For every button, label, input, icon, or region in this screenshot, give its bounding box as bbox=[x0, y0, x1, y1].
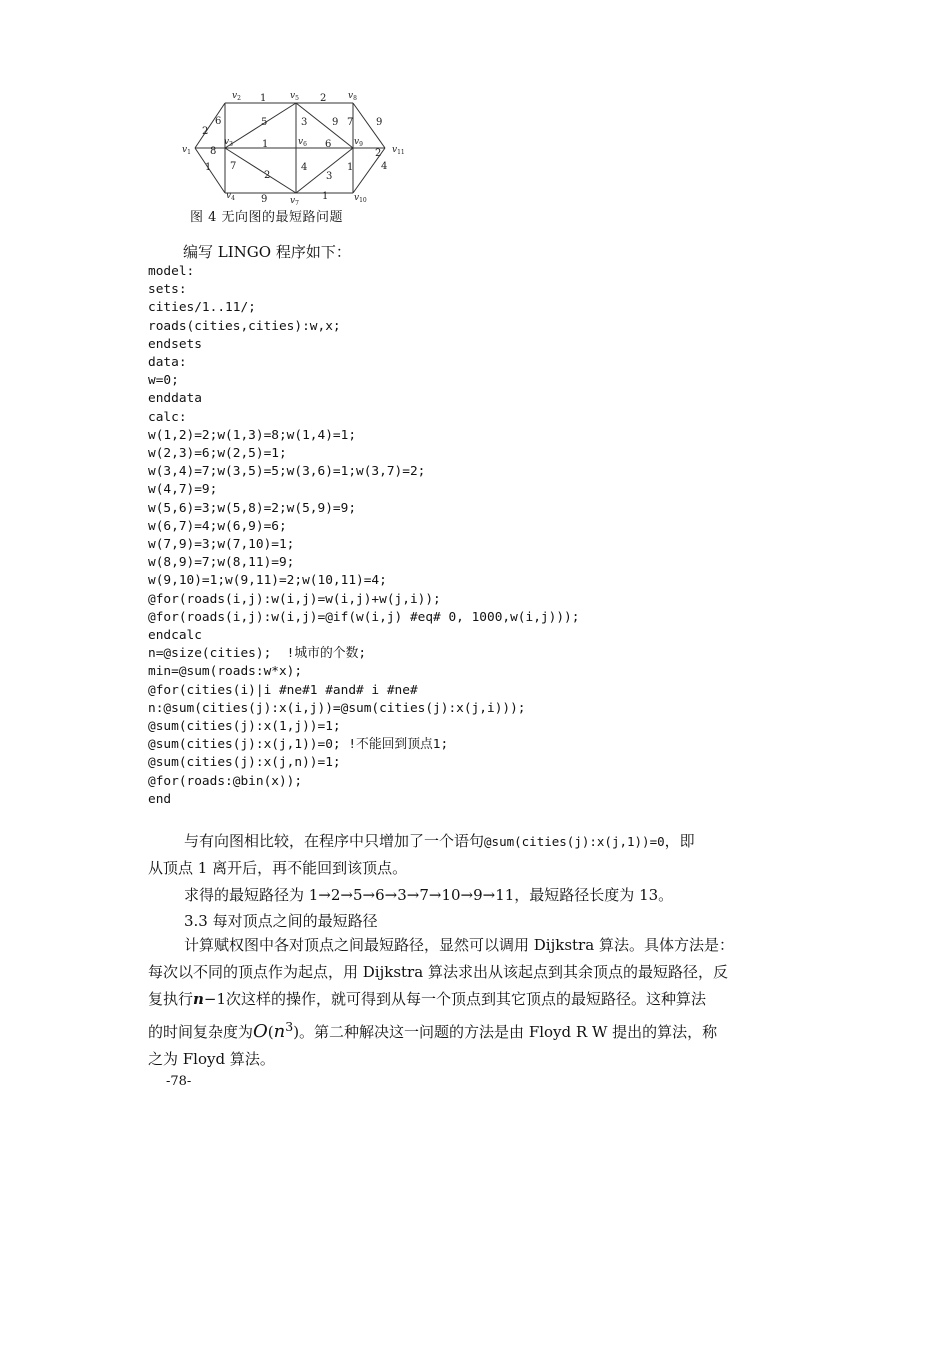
edge-weight-v3-v4: 7 bbox=[230, 161, 237, 172]
edge-weight-v4-v7: 9 bbox=[261, 194, 268, 205]
vertex-label-v9: $v_9$ bbox=[354, 137, 363, 148]
section-heading: 3.3 每对顶点之间的最短路径 bbox=[184, 912, 378, 930]
code-line: @for(roads:@bin(x)); bbox=[148, 773, 303, 789]
edge-weight-v3-v5: 5 bbox=[261, 117, 268, 128]
code-line: w(4,7)=9; bbox=[148, 482, 218, 498]
math-var-n: n bbox=[193, 990, 204, 1008]
code-line: endsets bbox=[148, 336, 202, 352]
edge-weight-v1-v4: 1 bbox=[205, 162, 212, 173]
comparison-line-1 bbox=[148, 828, 780, 855]
edge-weight-v5-v8: 2 bbox=[320, 93, 327, 104]
code-line: w(3,4)=7;w(3,5)=5;w(3,6)=1;w(3,7)=2; bbox=[148, 464, 426, 480]
math-op: −1 bbox=[203, 990, 227, 1008]
code-line: cities/1..11/; bbox=[148, 300, 256, 316]
code-line: n=@size(cities); !城市的个数; bbox=[148, 646, 367, 662]
code-line: n:@sum(cities(j):x(i,j))=@sum(cities(j):x(j,i))); bbox=[148, 700, 526, 716]
inline-code: @sum(cities(j):x(j,1))=0 bbox=[484, 834, 665, 849]
edge-weight-v8-v9: 7 bbox=[347, 117, 354, 128]
vertex-label-v10: $v_{10}$ bbox=[354, 193, 367, 204]
code-line: endcalc bbox=[148, 628, 202, 644]
edge-weight-v5-v6: 3 bbox=[301, 117, 308, 128]
code-line: @sum(cities(j):x(j,n))=1; bbox=[148, 755, 341, 771]
edge-weight-v9-v10: 1 bbox=[347, 162, 354, 173]
code-line: @for(roads(i,j):w(i,j)=w(i,j)+w(j,i)); bbox=[148, 591, 441, 607]
vertex-label-v3: $v_3$ bbox=[224, 137, 233, 148]
code-line: @for(roads(i,j):w(i,j)=@if(w(i,j) #eq# 0, 1000,w(i,j))); bbox=[148, 609, 580, 625]
math-paren: ) bbox=[293, 1023, 300, 1041]
code-line: w(6,7)=4;w(6,9)=6; bbox=[148, 518, 287, 534]
section-line-5: 之为 Floyd 算法。 bbox=[148, 1050, 275, 1068]
code-line: w(5,6)=3;w(5,8)=2;w(5,9)=9; bbox=[148, 500, 357, 516]
math-big-o: O bbox=[253, 1021, 268, 1042]
code-line: end bbox=[148, 791, 172, 807]
code-line: @sum(cities(j):x(j,1))=0; !不能回到顶点1; bbox=[148, 737, 449, 753]
edge-weight-v2-v3: 6 bbox=[215, 116, 222, 127]
result-line: 求得的最短路径为 1→2→5→6→3→7→10→9→11，最短路径长度为 13。 bbox=[184, 886, 674, 904]
vertex-label-v5: $v_5$ bbox=[290, 91, 299, 102]
vertex-label-v8: $v_8$ bbox=[348, 91, 357, 102]
vertex-label-v6: $v_6$ bbox=[298, 137, 307, 148]
math-paren: ( bbox=[267, 1023, 274, 1041]
edge-weight-v6-v7: 4 bbox=[301, 162, 308, 173]
comparison-paragraph bbox=[148, 828, 780, 909]
code-line: w(2,3)=6;w(2,5)=1; bbox=[148, 446, 287, 462]
vertex-label-v11: $v_{11}$ bbox=[392, 145, 405, 156]
code-line: @for(cities(i)|i #ne#1 #and# i #ne# bbox=[148, 682, 418, 698]
section-line-1: 计算赋权图中各对顶点之间最短路径，显然可以调用 Dijkstra 算法。具体方法是： bbox=[184, 936, 734, 954]
code-line: data: bbox=[148, 355, 187, 371]
edge-weight-v3-v7: 2 bbox=[264, 170, 271, 181]
text: 的时间复杂度为 bbox=[148, 1023, 254, 1041]
text: 。第二种解决这一问题的方法是由 Floyd R W 提出的算法，称 bbox=[299, 1023, 718, 1041]
edge-weight-v7-v10: 1 bbox=[322, 191, 329, 202]
vertex-label-v7: $v_7$ bbox=[290, 196, 299, 206]
lingo-code-block bbox=[148, 263, 579, 809]
code-line: enddata bbox=[148, 391, 202, 407]
text: 次这样的操作，就可得到从每一个顶点到其它顶点的最短路径。这种算法 bbox=[226, 990, 707, 1008]
section-line-4 bbox=[148, 1013, 780, 1046]
edge-weight-v2-v5: 1 bbox=[260, 93, 267, 104]
code-line: w(1,2)=2;w(1,3)=8;w(1,4)=1; bbox=[148, 427, 357, 443]
code-line: min=@sum(roads:w*x); bbox=[148, 664, 303, 680]
code-line: roads(cities,cities):w,x; bbox=[148, 318, 341, 334]
edge-weight-v1-v2: 2 bbox=[202, 126, 209, 137]
comparison-text: 与有向图相比较，在程序中只增加了一个语句 bbox=[184, 832, 485, 850]
code-line: sets: bbox=[148, 282, 187, 298]
graph-edge-weights bbox=[202, 93, 387, 205]
comparison-line-2: 从顶点 1 离开后，再不能回到该顶点。 bbox=[148, 859, 408, 877]
code-line: w(8,9)=7;w(8,11)=9; bbox=[148, 555, 295, 571]
edge-weight-v7-v9: 3 bbox=[326, 171, 333, 182]
undirected-graph-figure bbox=[180, 90, 420, 206]
code-line: @sum(cities(j):x(1,j))=1; bbox=[148, 719, 341, 735]
comparison-text-end: ，即 bbox=[664, 832, 695, 850]
edge-weight-v10-v11: 4 bbox=[381, 161, 388, 172]
edge-weight-v9-v11: 2 bbox=[375, 148, 382, 159]
edge-weight-v6-v9: 6 bbox=[325, 139, 332, 150]
code-line: w(7,9)=3;w(7,10)=1; bbox=[148, 537, 295, 553]
math-var-n: n bbox=[273, 1021, 286, 1042]
math-exponent: 3 bbox=[285, 1019, 294, 1034]
edge-weight-v8-v11: 9 bbox=[376, 117, 383, 128]
vertex-label-v4: $v_4$ bbox=[226, 191, 235, 202]
section-line-3 bbox=[148, 986, 780, 1013]
page-number: -78- bbox=[166, 1074, 192, 1089]
code-line: w=0; bbox=[148, 373, 179, 389]
text: 复执行 bbox=[148, 990, 194, 1008]
vertex-label-v2: $v_2$ bbox=[232, 91, 241, 102]
intro-text: 编写 LINGO 程序如下： bbox=[183, 243, 351, 261]
edge-weight-v5-v9: 9 bbox=[332, 117, 339, 128]
edge-weight-v1-v3: 8 bbox=[210, 146, 217, 157]
vertex-label-v1: $v_1$ bbox=[182, 145, 191, 156]
code-line: calc: bbox=[148, 409, 187, 425]
edge-weight-v3-v6: 1 bbox=[262, 139, 269, 150]
section-line-2: 每次以不同的顶点作为起点，用 Dijkstra 算法求出从该起点到其余顶点的最短路径，反 bbox=[148, 963, 728, 981]
code-line: model: bbox=[148, 264, 195, 279]
code-line: w(9,10)=1;w(9,11)=2;w(10,11)=4; bbox=[148, 573, 387, 589]
section-paragraph bbox=[148, 932, 780, 1073]
graph-edges bbox=[195, 103, 388, 193]
figure-caption: 图 4 无向图的最短路问题 bbox=[190, 210, 344, 225]
